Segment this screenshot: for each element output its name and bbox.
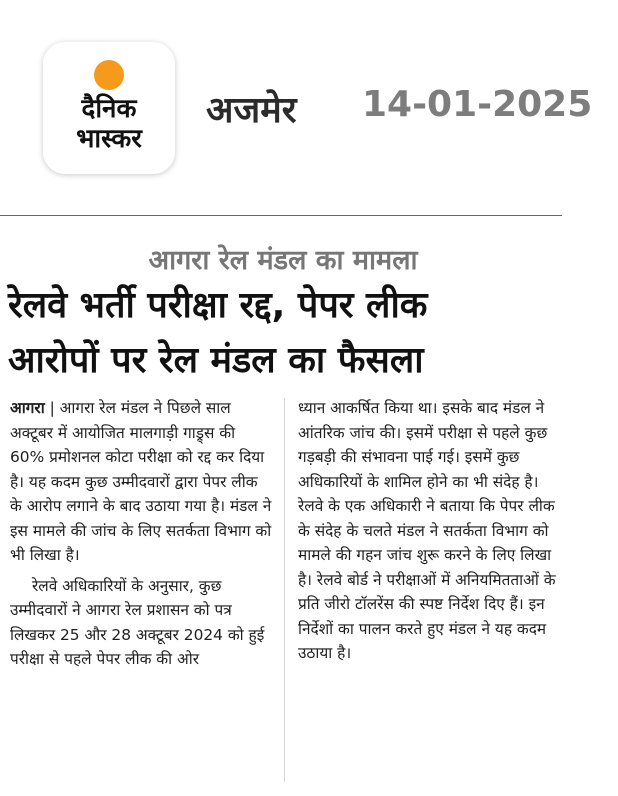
edition-city: अजमेर: [206, 90, 297, 131]
dateline: आगरा: [10, 399, 45, 417]
edition-date: 14-01-2025: [362, 84, 593, 125]
header-divider: [0, 215, 562, 216]
paragraph-3: ध्यान आकर्षित किया था। इसके बाद मंडल ने आंतरिक जांच की। इसमें परीक्षा से पहले कुछ गड़बड़ी की संभावना पाई गई। इसमें कुछ अधिकारियों के शामिल होने का भी संदेह है। रेलवे के एक अधिकारी ने बताया कि पेपर लीक के संदेह के चलते मंडल ने सतर्कता विभाग को मामले की गहन जांच शुरू करने के लिए लिखा है। रेलवे बोर्ड ने परीक्षाओं में अनियमितताओं के प्रति जीरो टॉलरेंस की स्पष्ट निर्देश दिए हैं। इन निर्देशों का पालन करते हुए मंडल ने यह कदम उठाया है।: [298, 399, 556, 662]
paragraph-2: रेलवे अधिकारियों के अनुसार, कुछ उम्मीदवारों ने आगरा रेल प्रशासन को पत्र लिखकर 25 और 28 अक्टूबर 2024 को हुई परीक्षा से पहले पेपर लीक की ओर: [10, 576, 265, 668]
column-divider: [284, 398, 285, 782]
article-kicker: आगरा रेल मंडल का मामला: [148, 245, 418, 276]
article-column-right: [298, 396, 562, 666]
headline-line-2: आरोपों पर रेल मंडल का फैसला: [8, 340, 424, 381]
paragraph-1-text: आगरा रेल मंडल ने पिछले साल अक्टूबर में आयोजित मालगाड़ी गाड्र्स की 60% प्रमोशनल कोटा परीक्षा को रद्द कर दिया है। यह कदम कुछ उम्मीदवारों द्वारा पेपर लीक के आरोप लगाने के बाद उठाया गया है। मंडल ने इस मामले की जांच के लिए सतर्कता विभाग को भी लिखा है।: [10, 399, 272, 564]
paragraph-1: आगरा | आगरा रेल मंडल ने पिछले साल अक्टूबर में आयोजित मालगाड़ी गाड्र्स की 60% प्रमोशनल कोटा परीक्षा को रद्द कर दिया है। यह कदम कुछ उम्मीदवारों द्वारा पेपर लीक के आरोप लगाने के बाद उठाया गया है। मंडल ने इस मामले की जांच के लिए सतर्कता विभाग को भी लिखा है।: [10, 399, 272, 564]
logo-line-1: दैनिक: [81, 94, 137, 124]
dainik-bhaskar-logo: [43, 42, 175, 174]
article-column-left: [10, 396, 274, 672]
sun-icon: [94, 60, 124, 90]
logo-line-2: भास्कर: [76, 124, 142, 154]
headline-line-1: रेलवे भर्ती परीक्षा रद्द, पेपर लीक: [8, 285, 428, 326]
